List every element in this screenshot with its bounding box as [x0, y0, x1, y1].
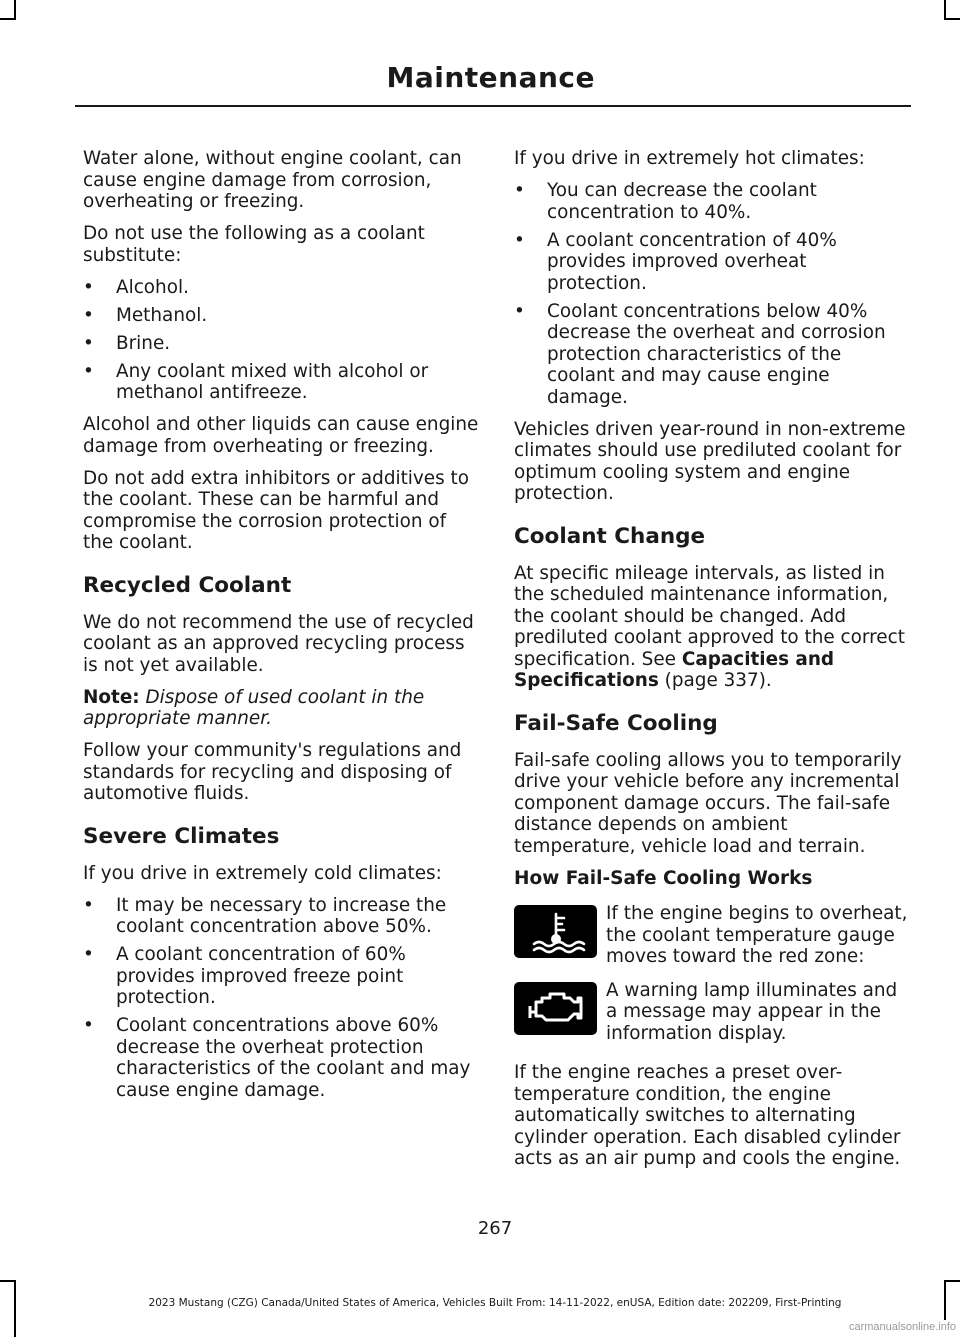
paragraph-regulations: Follow your community's regulations and standards for recycling and disposing of automotive fluids. — [83, 740, 462, 804]
list-item: • Alcohol. — [83, 277, 481, 299]
heading-severe-climates: Severe Climates — [83, 823, 280, 849]
page-number: 267 — [477, 1218, 513, 1239]
paragraph-fail-safe: Fail-safe cooling allows you to temporarily drive your vehicle before any incremental component damage occurs. The fail-safe distance depends on ambient temperature, vehicle load and terrain. — [514, 749, 902, 857]
paragraph-water-alone: Water alone, without engine coolant, can cause engine damage from corrosion, overheating or freezing. — [83, 148, 462, 212]
list-item: • Brine. — [83, 333, 481, 355]
coolant-change-text: At specific mileage intervals, as listed in the scheduled maintenance information, the coolant should be changed. Add prediluted coolant approved to the correct specification. See — [514, 562, 905, 670]
capacities-link[interactable]: Capacities and Specifications — [514, 648, 835, 691]
list-item: • It may be necessary to increase the coolant concentration above 50%. — [83, 895, 481, 938]
coolant-temperature-icon — [514, 905, 597, 958]
paragraph-preset-temp: If the engine reaches a preset over-temperature condition, the engine automatically switches to alternating cylinder operation. Each disabled cylinder acts as an air pump and cools the engine. — [514, 1062, 901, 1169]
paragraph-recycled: We do not recommend the use of recycled coolant as an approved recycling process is not yet available. — [83, 611, 474, 676]
crop-mark-bottom-left-h — [0, 1280, 16, 1282]
note-label: Note: — [83, 686, 140, 708]
paragraph-year-round: Vehicles driven year-round in non-extreme climates should use prediluted coolant for optimum cooling system and engine protection. — [514, 418, 906, 504]
list-item: • Coolant concentrations below 40% decrease the overheat and corrosion protection characteristics of the coolant and may cause engine damage. — [514, 301, 912, 409]
check-engine-row — [514, 980, 912, 1045]
watermark: carmanualsonline.info — [848, 1321, 956, 1333]
crop-mark-top-right — [944, 0, 946, 20]
heading-how-fail-safe-works: How Fail-Safe Cooling Works — [514, 867, 813, 889]
header-divider — [75, 105, 911, 107]
check-engine-icon — [514, 982, 597, 1035]
page-title: Maintenance — [386, 61, 595, 94]
paragraph-hot-intro: If you drive in extremely hot climates: — [514, 148, 865, 169]
crop-mark-top-left — [14, 0, 16, 20]
paragraph-substitute-intro: Do not use the following as a coolant substitute: — [83, 223, 425, 266]
left-column — [83, 148, 481, 1112]
substitute-list — [83, 277, 481, 404]
list-item: • A coolant concentration of 40% provides improved overheat protection. — [514, 230, 912, 295]
coolant-temp-text: If the engine begins to overheat, the coolant temperature gauge moves toward the red zone: — [606, 903, 908, 967]
cold-climate-list — [83, 895, 481, 1102]
crop-mark-top-right-h — [944, 18, 960, 20]
paragraph-coolant-change — [514, 563, 912, 692]
paragraph-alcohol-damage: Alcohol and other liquids can cause engine damage from overheating or freezing. — [83, 414, 479, 457]
right-column — [514, 148, 912, 1180]
check-engine-text: A warning lamp illuminates and a message may appear in the information display. — [606, 979, 898, 1044]
crop-mark-bottom-right-h — [944, 1280, 960, 1282]
heading-recycled-coolant: Recycled Coolant — [83, 572, 292, 598]
list-item: • You can decrease the coolant concentration to 40%. — [514, 180, 912, 223]
note-text: Dispose of used coolant in the appropriate manner. — [83, 686, 425, 729]
list-item: • Coolant concentrations above 60% decrease the overheat protection characteristics of the coolant and may cause engine damage. — [83, 1015, 481, 1101]
paragraph-cold-intro: If you drive in extremely cold climates: — [83, 862, 442, 884]
page-reference: (page 337). — [658, 670, 772, 691]
list-item: • Any coolant mixed with alcohol or methanol antifreeze. — [83, 361, 481, 404]
note — [83, 687, 481, 730]
list-item: • Methanol. — [83, 305, 481, 327]
footer-edition-info: 2023 Mustang (CZG) Canada/United States of America, Vehicles Built From: 14-11-2022, enUSA, Edition date: 202209, First-Printing — [148, 1297, 842, 1309]
heading-fail-safe-cooling: Fail-Safe Cooling — [514, 710, 718, 736]
paragraph-inhibitors: Do not add extra inhibitors or additives to the coolant. These can be harmful and compromise the corrosion protection of the coolant. — [83, 467, 470, 553]
crop-mark-top-left-h — [0, 18, 16, 20]
heading-coolant-change: Coolant Change — [514, 523, 706, 549]
list-item: • A coolant concentration of 60% provides improved freeze point protection. — [83, 944, 481, 1009]
coolant-temp-row — [514, 903, 912, 968]
hot-climate-list — [514, 180, 912, 408]
